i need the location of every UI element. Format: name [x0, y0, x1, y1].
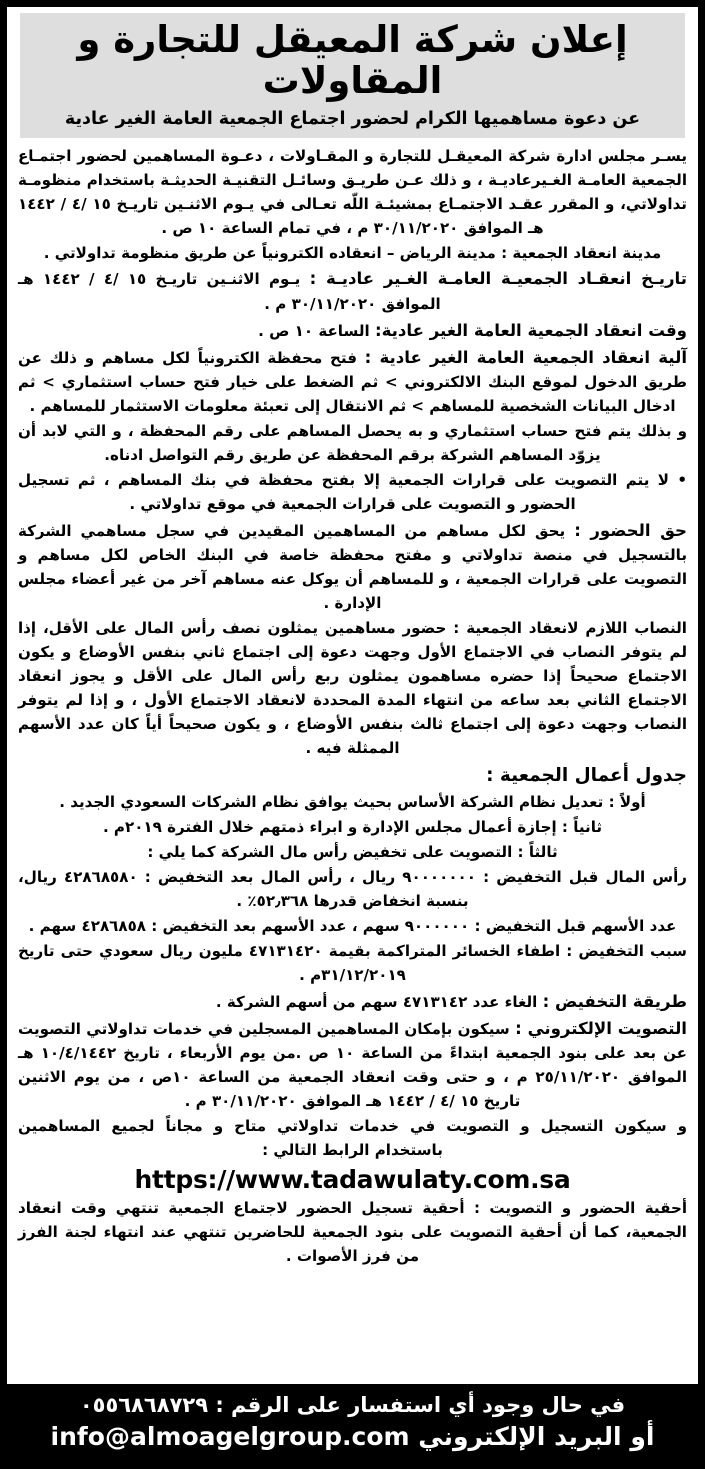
agenda-title: جدول أعمال الجمعية :	[486, 765, 687, 787]
meeting-date-label: تاريـخ انعقـاد الجمعيـة العامـة الغـير عاديـة :	[309, 269, 687, 289]
reduction-reason-label: سبب التخفيض :	[566, 941, 687, 960]
attendance-right-label: حق الحضور :	[574, 520, 687, 540]
voting-rights-line	[18, 1197, 687, 1269]
announcement-body	[7, 138, 698, 1380]
shares-reduction-line: عدد الأسهم قبل التخفيض : ٩٠٠٠٠٠٠ سهم ، عدد الأسهم بعد التخفيض : ٤٢٨٦٨٥٨ سهم .	[28, 916, 677, 935]
header-banner	[20, 13, 685, 138]
meeting-city-value: مدينة الرياض – انعقاده الكترونياً عن طريق منظومة تداولاتي .	[43, 243, 496, 262]
quorum-value: حضور مساهمين يمثلون نصف رأس المال على الأقل، إذا لم يتوفر النصاب في الاجتماع الأول وجهت دعوة إلى اجتماع ثاني بنفس الأوضاع و يكون الاجتماع صحيحاً إذا حضره مساهمون يمثلون ربع رأس المال على الأقل و يجوز انعقاد الاجتماع الثاني بعد ساعه من انتهاء المدة المحددة لانعقاد الاجتماع الأول ، و إذا لم يتوفر النصاب وجهت دعوة إلى اجتماع ثالث بنفس الأوضاع ، و يكون صحيحاً أياً كان عدد الأسهم الممثلة فيه .	[18, 618, 687, 757]
meeting-mechanism-label: آلية انعقاد الجمعية العامة الغير عادية :	[364, 348, 688, 367]
agenda-item	[18, 816, 687, 840]
quorum-line	[18, 617, 687, 761]
meeting-mechanism-line	[18, 345, 687, 419]
tadawulaty-link[interactable]: https://www.tadawulaty.com.sa	[134, 1164, 571, 1194]
quorum-label: النصاب اللازم لانعقاد الجمعية :	[453, 618, 687, 637]
agenda-item-text: التصويت على تخفيض رأس مال الشركة كما يلي :	[147, 843, 513, 862]
meeting-city-line	[18, 242, 687, 266]
meeting-time-value: الساعة ١٠ ص .	[258, 321, 370, 340]
wallet-note: و بذلك يتم فتح حساب استثماري و به يحصل المساهم على رقم المحفظة ، و التي لابد أن يزوّد المساهم الشركة برقم المحفظة عن طريق رقم التواصل ادناه.	[18, 422, 687, 465]
electronic-voting-label: التصويت الإلكتروني :	[515, 1018, 687, 1038]
page-title: إعلان شركة المعيقل للتجارة و المقاولات	[77, 18, 628, 103]
agenda-item-text: إجازة أعمال مجلس الإدارة و ابراء ذمتهم خلال الفترة ٢٠١٩م .	[102, 818, 557, 837]
page-subtitle: عن دعوة مساهميها الكرام لحضور اجتماع الجمعية العامة الغير عادية	[64, 108, 641, 129]
agenda-item-order: أولاً :	[608, 793, 646, 812]
meeting-mechanism-value: فتح محفظة الكترونياً لكل مساهم و ذلك عن طريق الدخول لموقع البنك الالكتروني > ثم الضغط على خيار فتح حساب استثماري > ثم ادخال البيانات الشخصية للمساهم > ثم الانتقال إلى تعبئة معلومات الاستثمار للمساهم .	[18, 349, 687, 416]
reduction-reason-line	[18, 940, 687, 988]
meeting-time-label: وقت انعقاد الجمعية العامة الغير عادية:	[374, 320, 687, 340]
reduction-method-label: طريقة التخفيض :	[542, 991, 687, 1011]
contact-email-line	[17, 1421, 688, 1454]
meeting-date-value: يـوم الاثنـين تاريـخ ١٥ /٤ / ١٤٤٢ هـ الموافق ٣٠/١١/٢٠٢٠ م .	[18, 270, 441, 313]
reduction-method-line	[18, 989, 687, 1015]
agenda-item-order: ثالثاً :	[517, 843, 558, 862]
agenda-item	[18, 841, 687, 865]
electronic-voting-value: سيكون بإمكان المساهمين المسجلين في خدمات تداولاتي التصويت عن بعد على بنود الجمعية ابتداءً من الساعة ١٠ ص .من يوم الأربعاء ، تاريخ ١٠/٤/١٤٤٢ هـ الموافق ٢٥/١١/٢٠٢٠ م ، و حتى وقت انعقاد الجمعية من الساعة ١٠ص ، من يوم الاثنين تاريخ ١٥ /٤ / ١٤٤٢ هـ الموافق ٣٠/١١/٢٠٢٠ م .	[18, 1019, 687, 1111]
contact-footer	[7, 1384, 698, 1462]
voting-bullet: • لا يتم التصويت على قرارات الجمعية إلا بفتح محفظة في بنك المساهم ، ثم تسجيل الحضور و التصويت على قرارات الجمعية في موقع تداولاتي .	[18, 470, 687, 513]
attendance-right-value: يحق لكل مساهم من المساهمين المقيدين في سجل مساهمي الشركة بالتسجيل في منصة تداولاتي و مفتح محفظة خاصة في البنك الخاص لكل مساهم و التصويت على قرارات الجمعية ، و للمساهم أن يوكل عنه مساهم آخر من غير أعضاء مجلس الإدارة .	[18, 521, 687, 612]
agenda-item-order: ثانياً :	[561, 818, 603, 837]
agenda-item	[18, 791, 687, 815]
meeting-date-line	[18, 266, 687, 316]
agenda-item-text: تعديل نظام الشركة الأساس بحيث يوافق نظام الشركات السعودي الجديد .	[59, 793, 604, 812]
reduction-reason-value: اطفاء الخسائر المتراكمة بقيمة ٤٧١٣١٤٢٠ مليون ريال سعودي حتى تاريخ ٣١/١٢/٢٠١٩م .	[18, 941, 561, 984]
free-service-note: و سيكون التسجيل و التصويت في خدمات تداولاتي متاح و مجاناً لجميع المساهمين باستخدام الرابط التالي :	[18, 1116, 687, 1159]
attendance-right-line	[18, 518, 687, 616]
meeting-time-line	[18, 318, 687, 344]
voting-rights-value: أحقية تسجيل الحضور لاجتماع الجمعية تنتهي وقت انعقاد الجمعية، كما أن أحقية التصويت على بنود الجمعية للحاضرين تنتهي عند انتهاء لجنة الفرز من فرز الأصوات .	[18, 1198, 687, 1265]
electronic-voting-line	[18, 1016, 687, 1114]
reduction-method-value: الغاء عدد ٤٧١٣١٤٢ سهم من أسهم الشركة .	[215, 992, 538, 1011]
voting-rights-label: أحقية الحضور و التصويت :	[473, 1198, 687, 1217]
contact-phone-line: في حال وجود أي استفسار على الرقم : ٠٥٥٦٨٦٨٧٢٩	[79, 1393, 626, 1418]
contact-email-label: أو البريد الإلكتروني	[418, 1421, 655, 1451]
meeting-city-label: مدينة انعقاد الجمعية :	[501, 243, 662, 262]
intro-paragraph: يسـر مجلس ادارة شركة المعيقـل للتجارة و المقـاولات ، دعـوة المساهمين لحضور اجتمـاع الجمعية العامـة الغـيرعاديـة ، و ذلك عـن طريـق وسائـل التقنيـة الحديثـة باستخدام منظومـة تداولاتي، و المقرر عقـد الاجتمـاع بمشيئـة اللّه تعـالى في يـوم الاثنـين تاريـخ ١٥ /٤ / ١٤٤٢ هـ الموافق ٣٠/١١/٢٠٢٠ م ، في تمام الساعة ١٠ ص .	[18, 146, 687, 237]
capital-reduction-line: رأس المال قبل التخفيض : ٩٠٠٠٠٠٠٠ ريال ، رأس المال بعد التخفيض : ٤٢٨٦٨٥٨٠ ريال، بنسبة انخفاض قدرها ٥٢٫٣٦٨٪ .	[18, 868, 687, 910]
contact-email-address[interactable]: info@almoagelgroup.com	[50, 1421, 410, 1451]
